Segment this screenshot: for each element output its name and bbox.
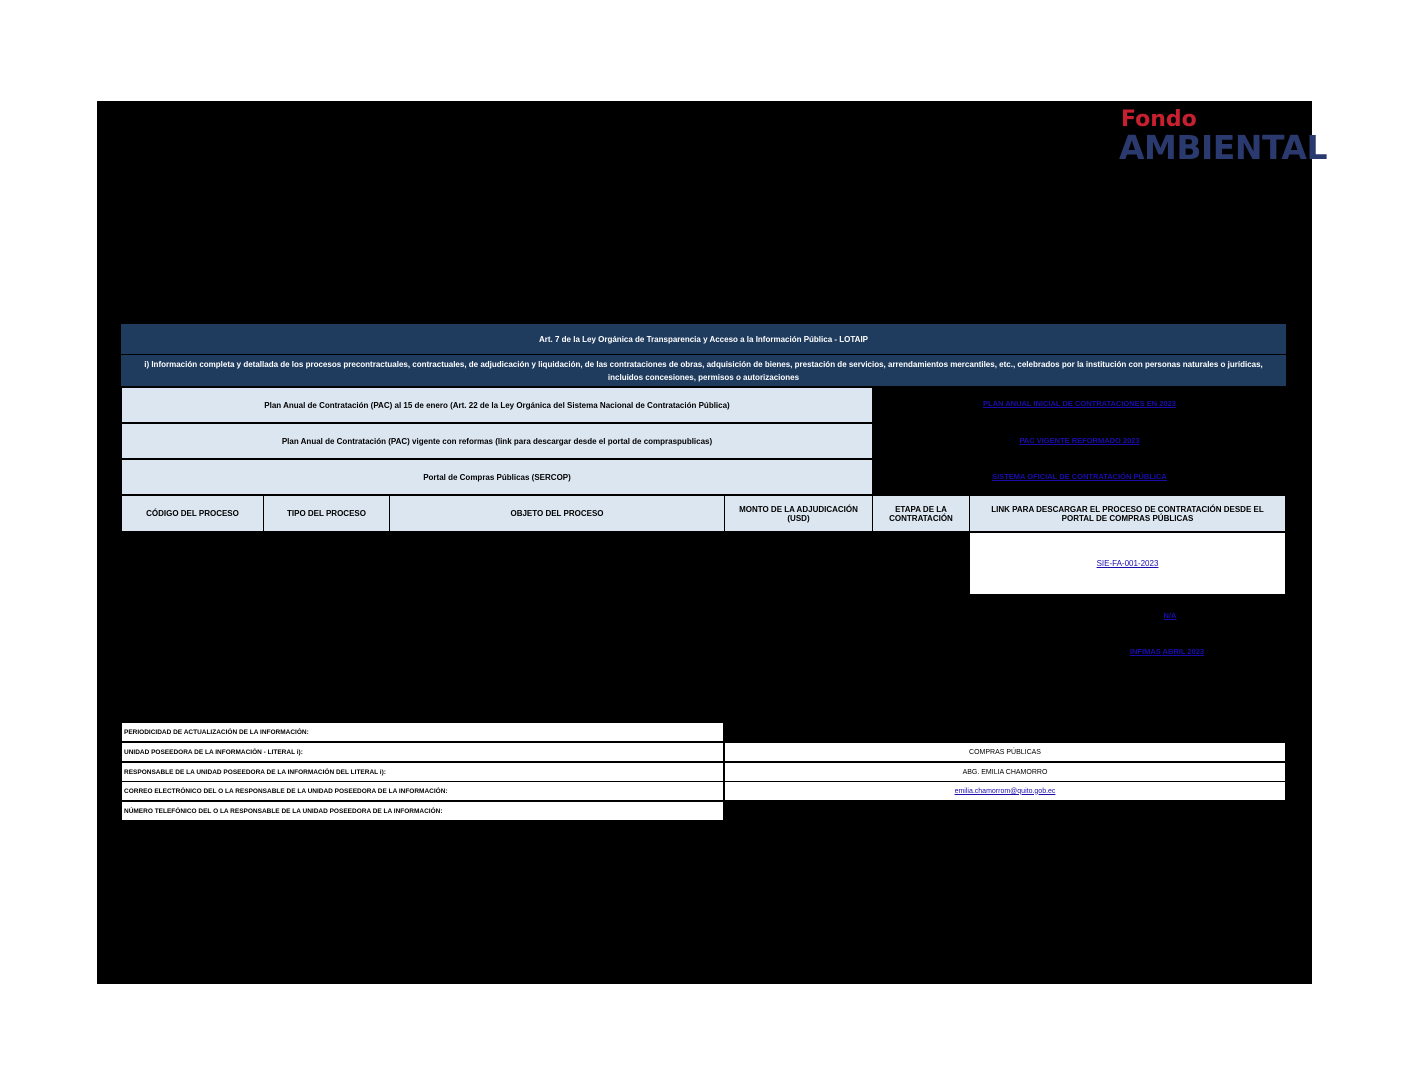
email-link[interactable]: emilia.chamorrom@quito.gob.ec: [954, 787, 1056, 795]
logo-line-1: Fondo: [1121, 107, 1197, 132]
footer-label: RESPONSABLE DE LA UNIDAD POSEEDORA DE LA INFORMACIÓN DEL LITERAL i):: [121, 762, 724, 782]
na-link[interactable]: N/A: [1163, 611, 1177, 620]
column-header: LINK PARA DESCARGAR EL PROCESO DE CONTRATACIÓN DESDE EL PORTAL DE COMPRAS PÚBLICAS: [969, 495, 1286, 532]
literal-description: i) Información completa y detallada de los procesos precontractuales, contractuales, de adjudicación y liquidación, de las contrataciones de obras, adquisición de bienes, prestación de servicios, arrendamientos mercantiles, etc., celebrados por la institución con personas naturales o jurídicas, incluidos concesiones, permisos o autorizaciones: [121, 355, 1286, 386]
footer-value: ABG. EMILIA CHAMORRO: [724, 762, 1286, 782]
footer-value: COMPRAS PÚBLICAS: [724, 742, 1286, 762]
column-header: OBJETO DEL PROCESO: [389, 495, 725, 532]
plan-row-label: Plan Anual de Contratación (PAC) al 15 de enero (Art. 22 de la Ley Orgánica del Sistema Nacional de Contratación Pública): [121, 387, 873, 423]
column-header: TIPO DEL PROCESO: [263, 495, 390, 532]
process-link[interactable]: SIE-FA-001-2023: [1096, 559, 1159, 568]
logo-line-2: AMBIENTAL: [1119, 128, 1327, 167]
plan-row-link[interactable]: SISTEMA OFICIAL DE CONTRATACIÓN PÚBLICA: [992, 472, 1167, 481]
footer-value-cell: [724, 781, 1286, 801]
column-header: ETAPA DE LA CONTRATACIÓN: [872, 495, 970, 532]
footer-label: NÚMERO TELEFÓNICO DEL O LA RESPONSABLE DE LA UNIDAD POSEEDORA DE LA INFORMACIÓN:: [121, 801, 724, 821]
footer-label: PERIODICIDAD DE ACTUALIZACIÓN DE LA INFORMACIÓN:: [121, 722, 724, 742]
column-header: MONTO DE LA ADJUDICACIÓN (USD): [724, 495, 873, 532]
plan-row-link[interactable]: PLAN ANUAL INICIAL DE CONTRATACIONES EN 2023: [983, 399, 1176, 408]
plan-row-label: Plan Anual de Contratación (PAC) vigente con reformas (link para descargar desde el portal de compraspublicas): [121, 423, 873, 459]
plan-row-label: Portal de Compras Públicas (SERCOP): [121, 459, 873, 495]
plan-row-link[interactable]: PAC VIGENTE REFORMADO 2023: [1019, 436, 1140, 445]
footer-label: UNIDAD POSEEDORA DE LA INFORMACIÓN - LITERAL i):: [121, 742, 724, 762]
column-header: CÓDIGO DEL PROCESO: [121, 495, 264, 532]
table-title: Art. 7 de la Ley Orgánica de Transparencia y Acceso a la Información Pública - LOTAIP: [121, 324, 1286, 354]
process-link-cell: [969, 532, 1286, 595]
footer-label: CORREO ELECTRÓNICO DEL O LA RESPONSABLE DE LA UNIDAD POSEEDORA DE LA INFORMACIÓN:: [121, 781, 724, 801]
fondo-ambiental-logo: [1119, 107, 1327, 167]
infimas-link[interactable]: INFIMAS ABRIL 2023: [1129, 647, 1205, 656]
